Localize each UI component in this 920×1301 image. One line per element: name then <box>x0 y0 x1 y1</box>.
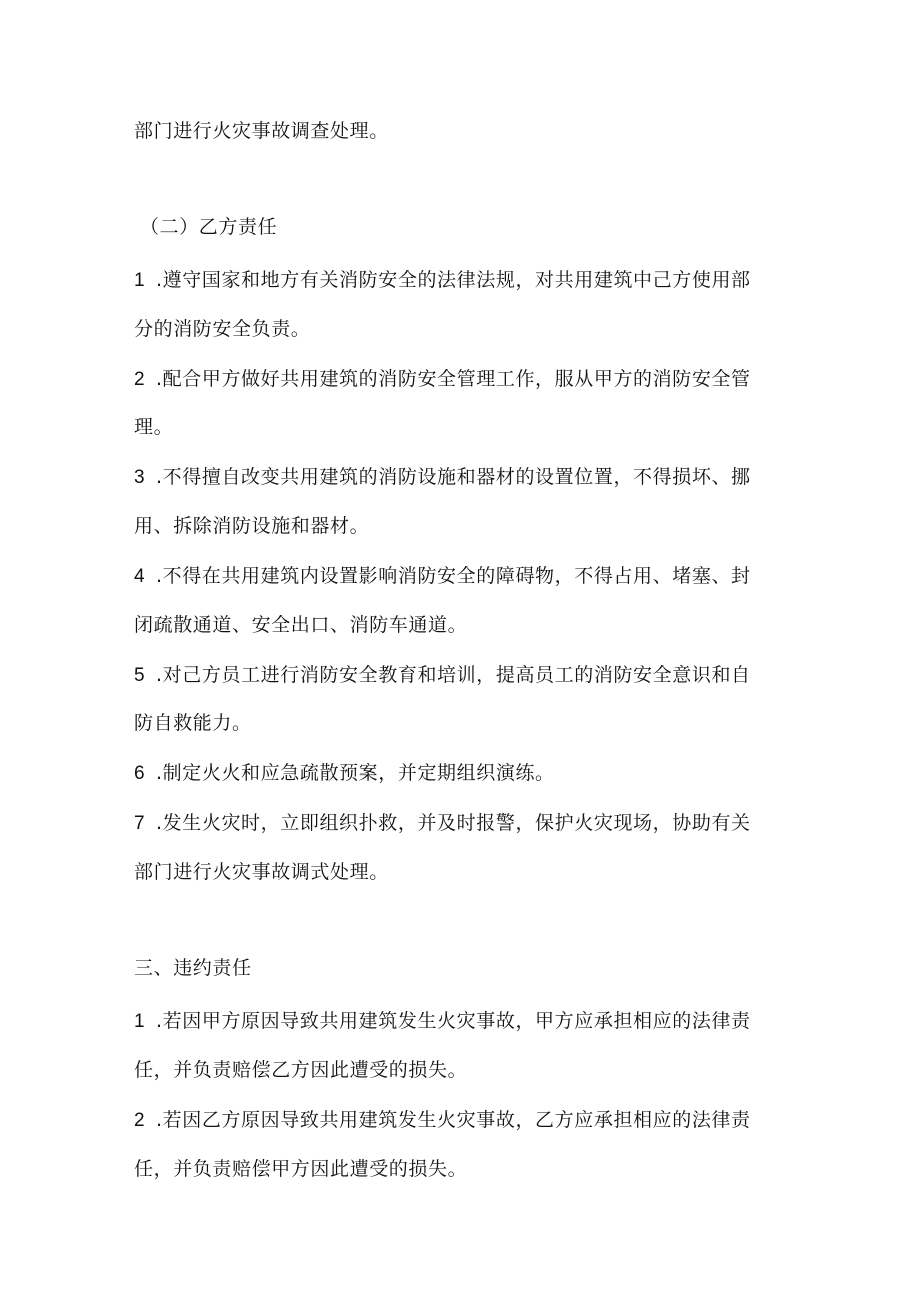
item-text: .发生火灾时，立即组织扑救，并及时报警，保护火灾现场，协助有关 <box>156 812 751 834</box>
party-b-item-7-line-1 <box>134 810 794 837</box>
breach-item-1-line-2: 任，并负责赔偿乙方因此遭受的损失。 <box>134 1059 468 1081</box>
item-number: 1 <box>134 270 146 291</box>
continuation-text: 部门进行火灾事故调查处理。 <box>134 120 389 142</box>
item-number: 7 <box>134 813 146 834</box>
item-number: 5 <box>134 665 146 686</box>
party-b-item-5-line-2: 防自救能力。 <box>134 712 252 734</box>
section-heading-breach-liability: 三、违约责任 <box>134 957 252 979</box>
item-number: 1 <box>134 1011 146 1032</box>
section-heading-party-b: （二）乙方责任 <box>140 216 278 238</box>
breach-item-1-line-1 <box>134 1008 794 1035</box>
item-number: 2 <box>134 1110 146 1131</box>
party-b-item-3-line-1 <box>134 464 794 491</box>
item-text: .不得擅自改变共用建筑的消防设施和器材的设置位置，不得损坏、挪 <box>156 466 751 488</box>
item-text: .若因乙方原因导致共用建筑发生火灾事故，乙方应承担相应的法律责 <box>156 1109 751 1131</box>
breach-item-2-line-2: 任，并负责赔偿甲方因此遭受的损失。 <box>134 1158 468 1180</box>
party-b-item-1-line-1 <box>134 267 794 294</box>
item-number: 4 <box>134 566 146 587</box>
party-b-item-1-line-2: 分的消防安全负责。 <box>134 318 311 340</box>
item-text: .遵守国家和地方有关消防安全的法律法规，对共用建筑中己方使用部 <box>156 269 751 291</box>
party-b-item-2-line-2: 理。 <box>134 416 174 438</box>
item-text: .对己方员工进行消防安全教育和培训，提高员工的消防安全意识和自 <box>156 664 751 686</box>
item-number: 3 <box>134 467 146 488</box>
party-b-item-3-line-2: 用、拆除消防设施和器材。 <box>134 515 370 537</box>
item-text: .不得在共用建筑内设置影响消防安全的障碍物，不得占用、堵塞、封 <box>156 565 751 587</box>
item-text: .若因甲方原因导致共用建筑发生火灾事故，甲方应承担相应的法律责 <box>156 1010 751 1032</box>
party-b-item-6-line-1 <box>134 760 794 787</box>
party-b-item-2-line-1 <box>134 366 794 393</box>
item-number: 2 <box>134 369 146 390</box>
breach-item-2-line-1 <box>134 1107 794 1134</box>
party-b-item-4-line-1 <box>134 563 794 590</box>
item-number: 6 <box>134 763 146 784</box>
item-text: .制定火火和应急疏散预案，并定期组织演练。 <box>156 762 555 784</box>
party-b-item-5-line-1 <box>134 662 794 689</box>
party-b-item-7-line-2: 部门进行火灾事故调式处理。 <box>134 861 389 883</box>
item-text: .配合甲方做好共用建筑的消防安全管理工作，服从甲方的消防安全管 <box>156 368 751 390</box>
party-b-item-4-line-2: 闭疏散通道、安全出口、消防车通道。 <box>134 614 468 636</box>
